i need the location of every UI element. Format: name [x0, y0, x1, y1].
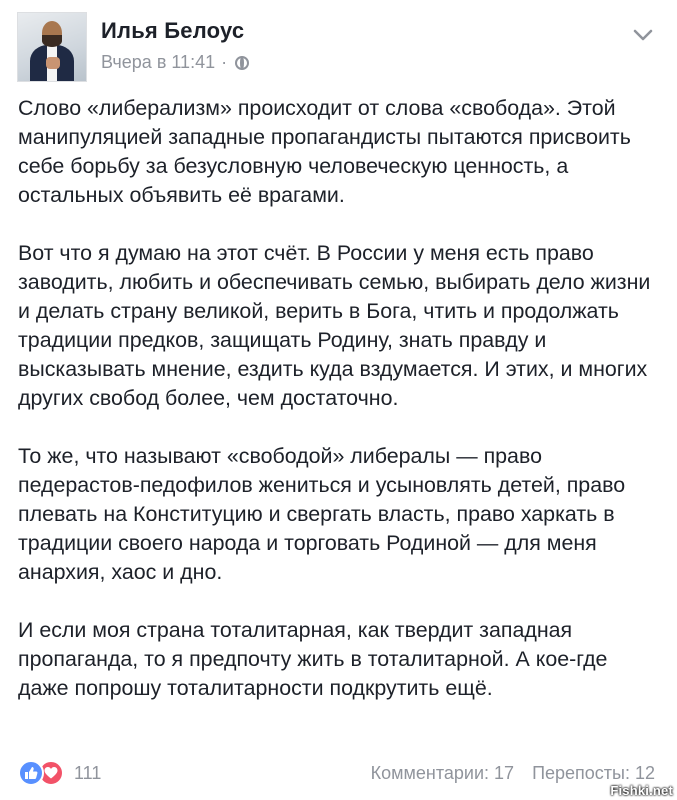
- avatar[interactable]: [17, 12, 87, 82]
- shares-link[interactable]: Перепосты: 12: [532, 763, 655, 783]
- post-meta: [101, 52, 249, 73]
- reactions-summary[interactable]: [18, 760, 101, 786]
- globe-icon[interactable]: [235, 56, 249, 70]
- post-body: [18, 94, 663, 703]
- author-name[interactable]: Илья Белоус: [101, 18, 245, 43]
- like-icon: [18, 760, 44, 786]
- post-paragraph: То же, что называют «свободой» либералы — право педерастов-педофилов жениться и усыновлять детей, право плевать на Конституцию и свергать власть, право харкать в традиции своего народа и торговать Родиной — для меня анархия, хаос и дно.: [18, 444, 626, 584]
- post-paragraph: Вот что я думаю на этот счёт. В России у меня есть право заводить, любить и обеспечивать семью, выбирать дело жизни и делать страну великой, верить в Бога, чтить и продолжать традиции предков, защищать Родину, знать правду и высказывать мнение, ездить куда вздумается. И этих, и многих других свобод более, чем достаточно.: [18, 241, 651, 410]
- post-timestamp[interactable]: Вчера в 11:41: [101, 52, 216, 72]
- post-footer: [18, 758, 663, 790]
- meta-separator: ·: [221, 52, 228, 72]
- post-paragraph: И если моя страна тоталитарная, как твердит западная пропаганда, то я предпочту жить в тоталитарной. А кое-где даже попрошу тоталитарности подкрутить ещё.: [18, 618, 608, 700]
- post-stats: [371, 763, 655, 784]
- post-header: [17, 12, 667, 82]
- chevron-down-icon[interactable]: [633, 28, 653, 42]
- post-paragraph: Слово «либерализм» происходит от слова «свобода». Этой манипуляцией западные пропагандисты пытаются присвоить себе борьбу за безусловную человеческую ценность, а остальных объявить её врагами.: [18, 96, 631, 207]
- reactions-count: 111: [74, 762, 102, 783]
- watermark: Fishki.net: [610, 783, 673, 798]
- comments-link[interactable]: Комментарии: 17: [370, 763, 515, 783]
